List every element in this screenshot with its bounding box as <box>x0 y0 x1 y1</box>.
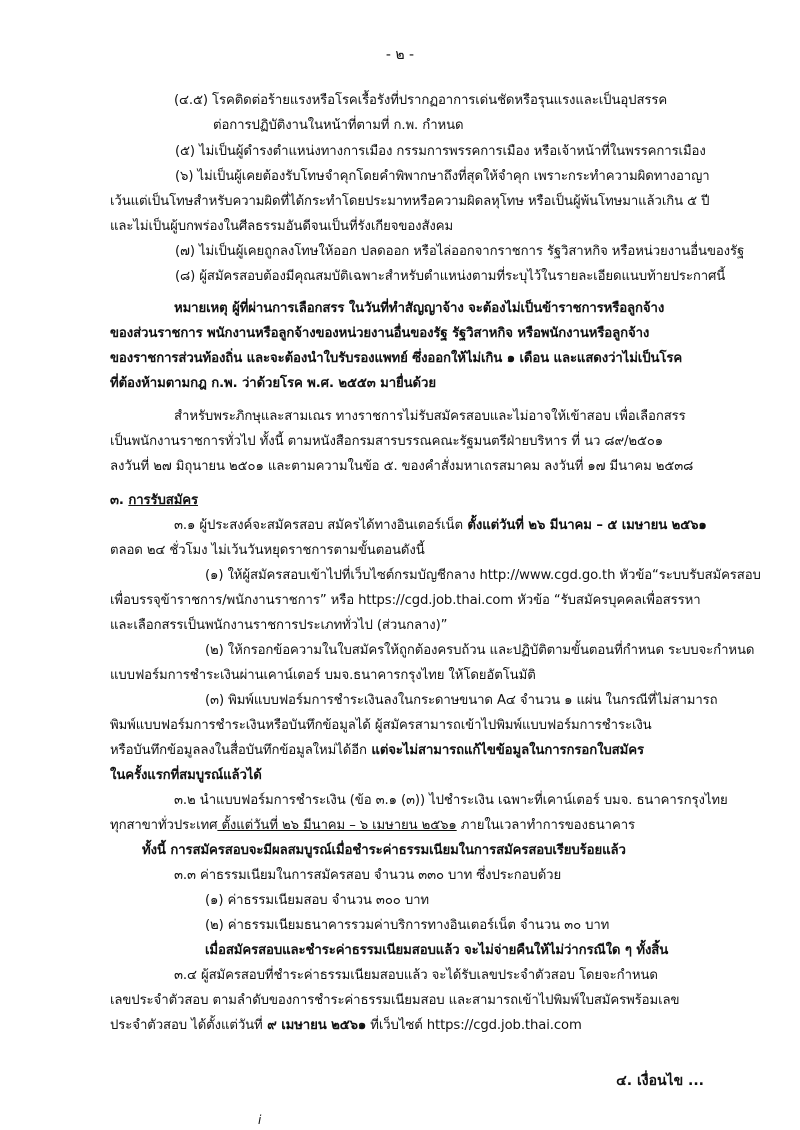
continued-footer: ๔. เงื่อนไข ... <box>616 1073 704 1089</box>
item-6-line-1: (๖) ไม่เป็นผู้เคยต้องรับโทษจำคุกโดยคำพิพากษาถึงที่สุดให้จำคุก เพราะกระทำความผิดทางอาญา <box>175 169 710 184</box>
s31-step-3-warning: แต่จะไม่สามารถแก้ไขข้อมูลในการกรอกใบสมัคร <box>366 743 644 758</box>
s31-step-3-line-3 <box>110 742 644 760</box>
item-6-line-3: และไม่เป็นผู้บกพร่องในศีลธรรมอันดีจนเป็นที่รังเกียจของสังคม <box>110 219 454 234</box>
s34-line-3 <box>110 1017 582 1035</box>
s31-step-3-line-4: ในครั้งแรกที่สมบูรณ์แล้วได้ <box>110 768 262 783</box>
monk-line-2: เป็นพนักงานราชการทั่วไป ทั้งนี้ ตามหนังสือกรมสารบรรณคณะรัฐมนตรีฝ่ายบริหาร ที่ นว ๘๙/๒๕๐๑ <box>110 434 664 449</box>
s33-line: ๓.๓ ค่าธรรมเนียมในการสมัครสอบ จำนวน ๓๓๐ บาท ซึ่งประกอบด้วย <box>174 868 562 883</box>
item-7: (๗) ไม่เป็นผู้เคยถูกลงโทษให้ออก ปลดออก หรือไล่ออกจากราชการ รัฐวิสาหกิจ หรือหน่วยงานอื่นของรัฐ <box>175 244 745 259</box>
s31-step-2-line-2: แบบฟอร์มการชำระเงินผ่านเคาน์เตอร์ บมจ.ธนาคารกรุงไทย ให้โดยอัตโนมัติ <box>110 668 536 683</box>
s31-step-3-text: หรือบันทึกข้อมูลลงในสื่อบันทึกข้อมูลใหม่ได้อีก <box>110 743 367 758</box>
note-line-3: ของราชการส่วนท้องถิ่น และจะต้องนำใบรับรองแพทย์ ซึ่งออกให้ไม่เกิน ๑ เดือน และแสดงว่าไม่เป็นโรค <box>110 351 683 366</box>
s32-branches: ทุกสาขาทั่วประเทศ <box>110 818 218 833</box>
item-8: (๘) ผู้สมัครสอบต้องมีคุณสมบัติเฉพาะสำหรับตำแหน่งตามที่ระบุไว้ในรายละเอียดแนบท้ายประกาศนี้ <box>175 269 726 284</box>
s34-date: ๙ เมษายน ๒๕๖๑ <box>262 1018 367 1033</box>
s32-date: ตั้งแต่วันที่ ๒๖ มีนาคม – ๖ เมษายน ๒๕๖๑ <box>217 818 457 833</box>
s34-text: ประจำตัวสอบ ได้ตั้งแต่วันที่ <box>110 1018 263 1033</box>
s32-line-1: ๓.๒ นำแบบฟอร์มการชำระเงิน (ข้อ ๓.๑ (๓)) ไปชำระเงิน เฉพาะที่เคาน์เตอร์ บมจ. ธนาคารกรุงไทย <box>174 793 728 808</box>
item-4-5-line-1: (๔.๕) โรคติดต่อร้ายแรงหรือโรคเรื้อรังที่ปรากฏอาการเด่นชัดหรือรุนแรงและเป็นอุปสรรค <box>174 93 668 108</box>
section-3-title: การรับสมัคร <box>128 493 199 508</box>
page-number: - ๒ - <box>385 47 415 63</box>
s31-step-1-line-2: เพื่อบรรจุข้าราชการ/พนักงานราชการ” หรือ https://cgd.job.thai.com หัวข้อ “รับสมัครบุคคลเพื่อสรรหา <box>110 593 701 608</box>
s34-line-1: ๓.๔ ผู้สมัครสอบที่ชำระค่าธรรมเนียมสอบแล้ว จะได้รับเลขประจำตัวสอบ โดยจะกำหนด <box>174 968 658 983</box>
s31-line-2: ตลอด ๒๔ ชั่วโมง ไม่เว้นวันหยุดราชการตามขั้นตอนดังนี้ <box>110 543 425 558</box>
s32-hours: ภายในเวลาทำการของธนาคาร <box>456 818 635 833</box>
s34-line-2: เลขประจำตัวสอบ ตามลำดับของการชำระค่าธรรมเนียมสอบ และสามารถเข้าไปพิมพ์ใบสมัครพร้อมเลข <box>110 993 680 1008</box>
s31-step-1-line-3: และเลือกสรรเป็นพนักงานราชการประเภททั่วไป (ส่วนกลาง)” <box>110 618 448 633</box>
registration-complete-note: ทั้งนี้ การสมัครสอบจะมีผลสมบูรณ์เมื่อชำระค่าธรรมเนียมในการสมัครสอบเรียบร้อยแล้ว <box>142 843 626 858</box>
item-5: (๕) ไม่เป็นผู้ดำรงตำแหน่งทางการเมือง กรรมการพรรคการเมือง หรือเจ้าหน้าที่ในพรรคการเมือง <box>175 144 706 159</box>
s32-line-2 <box>110 817 635 835</box>
note-line-4: ที่ต้องห้ามตามกฎ ก.พ. ว่าด้วยโรค พ.ศ. ๒๕๕๓ มายื่นด้วย <box>110 376 436 391</box>
s31-date: ตั้งแต่วันที่ ๒๖ มีนาคม – ๕ เมษายน ๒๕๖๑ <box>462 518 707 533</box>
s31-step-3-line-2: พิมพ์แบบฟอร์มการชำระเงินหรือบันทึกข้อมูลได้ ผู้สมัครสามารถเข้าไปพิมพ์แบบฟอร์มการชำระเงิน <box>110 718 652 733</box>
item-4-5-line-2: ต่อการปฏิบัติงานในหน้าที่ตามที่ ก.พ. กำหนด <box>213 118 464 133</box>
s31-step-3-line-1: (๓) พิมพ์แบบฟอร์มการชำระเงินลงในกระดาษขนาด A๔ จำนวน ๑ แผ่น ในกรณีที่ไม่สามารถ <box>205 693 718 708</box>
monk-line-1: สำหรับพระภิกษุและสามเณร ทางราชการไม่รับสมัครสอบและไม่อาจให้เข้าสอบ เพื่อเลือกสรร <box>174 409 686 424</box>
s31-step-1-line-1: (๑) ให้ผู้สมัครสอบเข้าไปที่เว็บไซต์กรมบัญชีกลาง http://www.cgd.go.th หัวข้อ“ระบบรับสมัครสอบ <box>205 568 761 583</box>
note-line-2: ของส่วนราชการ พนักงานหรือลูกจ้างของหน่วยงานอื่นของรัฐ รัฐวิสาหกิจ หรือพนักงานหรือลูกจ้าง <box>110 326 650 341</box>
item-6-line-2: เว้นแต่เป็นโทษสำหรับความผิดที่ได้กระทำโดยประมาทหรือความผิดลหุโทษ หรือเป็นผู้พ้นโทษมาแล้วเกิน ๕ ปี <box>110 194 710 209</box>
s31-text: ๓.๑ ผู้ประสงค์จะสมัครสอบ สมัครได้ทางอินเตอร์เน็ต <box>174 518 463 533</box>
s34-website: ที่เว็บไซต์ https://cgd.job.thai.com <box>366 1018 582 1033</box>
fee-exam: (๑) ค่าธรรมเนียมสอบ จำนวน ๓๐๐ บาท <box>205 893 429 908</box>
no-refund-note: เมื่อสมัครสอบและชำระค่าธรรมเนียมสอบแล้ว จะไม่จ่ายคืนให้ไม่ว่ากรณีใด ๆ ทั้งสิ้น <box>205 943 669 958</box>
fee-bank: (๒) ค่าธรรมเนียมธนาคารรวมค่าบริการทางอินเตอร์เน็ต จำนวน ๓๐ บาท <box>205 918 610 933</box>
s31-line-1 <box>174 517 707 535</box>
section-3-heading <box>110 492 198 510</box>
s31-step-2-line-1: (๒) ให้กรอกข้อความในใบสมัครให้ถูกต้องครบถ้วน และปฏิบัติตามขั้นตอนที่กำหนด ระบบจะกำหนด <box>205 643 755 658</box>
note-line-1: หมายเหตุ ผู้ที่ผ่านการเลือกสรร ในวันที่ทำสัญญาจ้าง จะต้องไม่เป็นข้าราชการหรือลูกจ้าง <box>174 301 665 316</box>
section-3-number: ๓. <box>110 493 124 508</box>
margin-mark: i <box>258 1113 262 1127</box>
monk-line-3: ลงวันที่ ๒๗ มิถุนายน ๒๕๐๑ และตามความในข้อ ๕. ของคำสั่งมหาเถรสมาคม ลงวันที่ ๑๗ มีนาคม ๒๕๓๘ <box>110 459 694 474</box>
